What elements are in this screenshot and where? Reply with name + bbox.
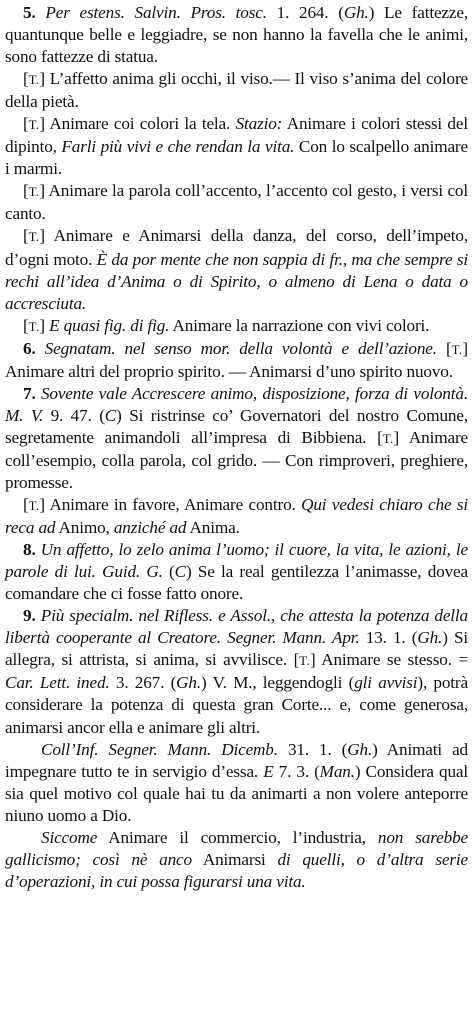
italic-run: Car. Lett. ined. <box>5 673 110 693</box>
editor-mark: T. <box>28 229 40 245</box>
editor-mark: T. <box>382 430 394 446</box>
text-run: ] Animare in favore, Animare contro. <box>39 495 302 515</box>
italic-run: non sarebbe gallicismo; così nè anco <box>5 827 468 869</box>
italic-run: C <box>104 405 117 425</box>
sense-5-example-danza <box>5 225 468 314</box>
italic-run: Stazio: <box>235 114 283 134</box>
text-run: ] Animare se stesso. = <box>309 650 468 670</box>
sense-9-note-paragraph <box>5 827 468 893</box>
editor-mark: T. <box>28 184 40 200</box>
italic-run: Più specialm. nel Rifless. e Assol., che attesta la potenza della libertà cooperante al Creatore. Segner. Mann. Apr. <box>5 606 468 648</box>
sense-5-example-parola <box>5 180 468 225</box>
italic-run: Qui vedesi chiaro che si reca ad <box>5 495 468 538</box>
text-run: ] Animare coi colori la tela. <box>39 114 236 134</box>
sense-7-example-favore <box>5 494 468 539</box>
text-run: ] Animare altri del proprio spirito. — Animarsi d’uno spirito nuovo. <box>5 338 468 381</box>
italic-run: Segnatam. nel senso mor. della volontà e dell’azione. <box>44 338 437 358</box>
italic-run: gli avvisi <box>354 673 418 693</box>
text-run: , <box>340 849 357 869</box>
italic-run: Farli più vivi e che rendan la vita. <box>61 137 295 157</box>
italic-run: Coll’Inf. Segner. Mann. Dicemb. <box>41 739 278 759</box>
editor-mark: T. <box>299 653 310 669</box>
text-run <box>36 3 46 22</box>
italic-run: Gh. <box>347 739 373 759</box>
sense-5-paragraph <box>5 2 468 68</box>
sense-9-infinitive-paragraph <box>5 739 468 827</box>
italic-run: di quelli <box>277 849 341 869</box>
text-run: ) V. M., leggendogli ( <box>201 673 355 693</box>
italic-run: Man. <box>319 761 355 781</box>
text-run: ] Animare la parola coll’accento, l’accento col gesto, i versi col canto. <box>5 181 468 224</box>
sense-8-paragraph <box>5 539 468 605</box>
editor-mark: T. <box>28 117 40 133</box>
section-number: 9. <box>23 606 36 626</box>
italic-run: Gh. <box>417 628 443 648</box>
text-run: ] Animare coll’esempio, colla parola, col grido. — Con rimproveri, preghiere, promesse. <box>5 427 468 492</box>
text-run: ) Si allegra, si attrista, si anima, si avvilisce. [ <box>5 628 468 670</box>
text-run: 3. 267. ( <box>109 673 177 693</box>
sense-6-paragraph <box>5 338 468 383</box>
italic-run: o d’altra serie d’operazioni, in cui possa figurarsi una vita. <box>5 849 468 891</box>
italic-run: Sovente vale Accrescere animo, disposizione, forza di volontà. M. V. <box>5 383 468 425</box>
text-run: Con lo scalpello animare i marmi. <box>5 137 468 179</box>
text-run: Animarsi <box>191 849 278 869</box>
text-run: [ <box>23 226 29 246</box>
text-run: Animare il commercio, l’industria, <box>97 827 378 847</box>
text-run: ] <box>39 315 50 335</box>
italic-run: anziché ad <box>113 518 187 538</box>
text-run: [ <box>23 495 29 515</box>
italic-run: E <box>263 761 274 781</box>
text-run: 9. 47. ( <box>43 405 105 425</box>
section-number: 5. <box>23 3 36 22</box>
text-run: ) Le fattezze, quantunque belle e leggiadre, se non hanno la favella che le animi, sono fattezze di statua. <box>5 3 469 67</box>
section-number: 6. <box>23 338 36 358</box>
section-number: 7. <box>23 383 36 403</box>
text-run: [ <box>23 181 29 201</box>
editor-mark: T. <box>28 72 40 88</box>
text-run: ( <box>162 562 175 582</box>
italic-run: Per estens. Salvin. Pros. tosc. <box>45 3 267 22</box>
text-run: 31. 1. ( <box>277 739 348 759</box>
text-run: 7. 3. ( <box>273 761 320 781</box>
italic-run: Un affetto, lo zelo anima l’uomo; il cuore, la vita, le azioni, le parole di lui. Guid. G. <box>5 540 468 582</box>
text-run: [ <box>23 114 29 134</box>
italic-run: E quasi fig. di fig. <box>49 315 170 335</box>
editor-mark: T. <box>28 318 40 334</box>
text-run: Animare i colori stessi del dipinto, <box>5 114 468 157</box>
text-run: [ <box>23 69 29 89</box>
text-run: [ <box>436 338 452 358</box>
editor-mark: T. <box>451 341 463 357</box>
italic-run: Gh. <box>176 673 201 693</box>
text-run: ) Si ristrinse co’ Governatori del nostro Comune, segretamente animandoli all’impresa di Bibbiena. [ <box>5 405 468 447</box>
text-run: ), potrà considerare la potenza di questa gran Corte... e, come generosa, animarsi ancor ella e animare gli altri. <box>5 673 468 737</box>
sense-7-paragraph <box>5 383 468 494</box>
section-number: 8. <box>23 540 36 560</box>
sense-9-paragraph <box>5 605 468 738</box>
text-run: [ <box>23 315 29 335</box>
italic-run: È da por mente che non sappia di fr., ma che sempre si rechi all’idea d’Anima o di Spirito, o almeno di Lena o data o accresciuta. <box>5 249 468 313</box>
text-run: ] Animare e Animarsi della danza, del corso, dell’impeto, d’ogni moto. <box>5 226 468 269</box>
text-run: Animare la narrazione con vivi colori. <box>169 315 430 335</box>
text-run: ] L’affetto anima gli occhi, il viso.— Il viso s’anima del colore della pietà. <box>5 69 468 112</box>
italic-run: C <box>174 562 186 582</box>
sense-5-example-colori <box>5 113 468 180</box>
editor-mark: T. <box>28 498 40 514</box>
italic-run: Siccome <box>41 827 98 847</box>
text-run: ) Considera qual sia quel motivo col quale hai tu da animarti a non volere anteporre niuno uomo a Dio. <box>5 761 468 825</box>
text-run: ) Animati ad impegnare tutto te in servigio d’essa. <box>5 739 468 781</box>
text-run <box>36 339 45 358</box>
sense-5-example-narrazione <box>5 315 468 338</box>
text-run: 1. 264. ( <box>266 3 344 22</box>
text-run: ) Se la real gentilezza l’animasse, dovea comandare che ci fosse fatto onore. <box>5 562 468 604</box>
text-run: Anima. <box>186 518 240 538</box>
italic-run: Gh. <box>343 3 369 22</box>
text-run: 13. 1. ( <box>359 628 418 648</box>
text-run: Animo, <box>55 518 114 538</box>
sense-5-example-affetto <box>5 68 468 113</box>
